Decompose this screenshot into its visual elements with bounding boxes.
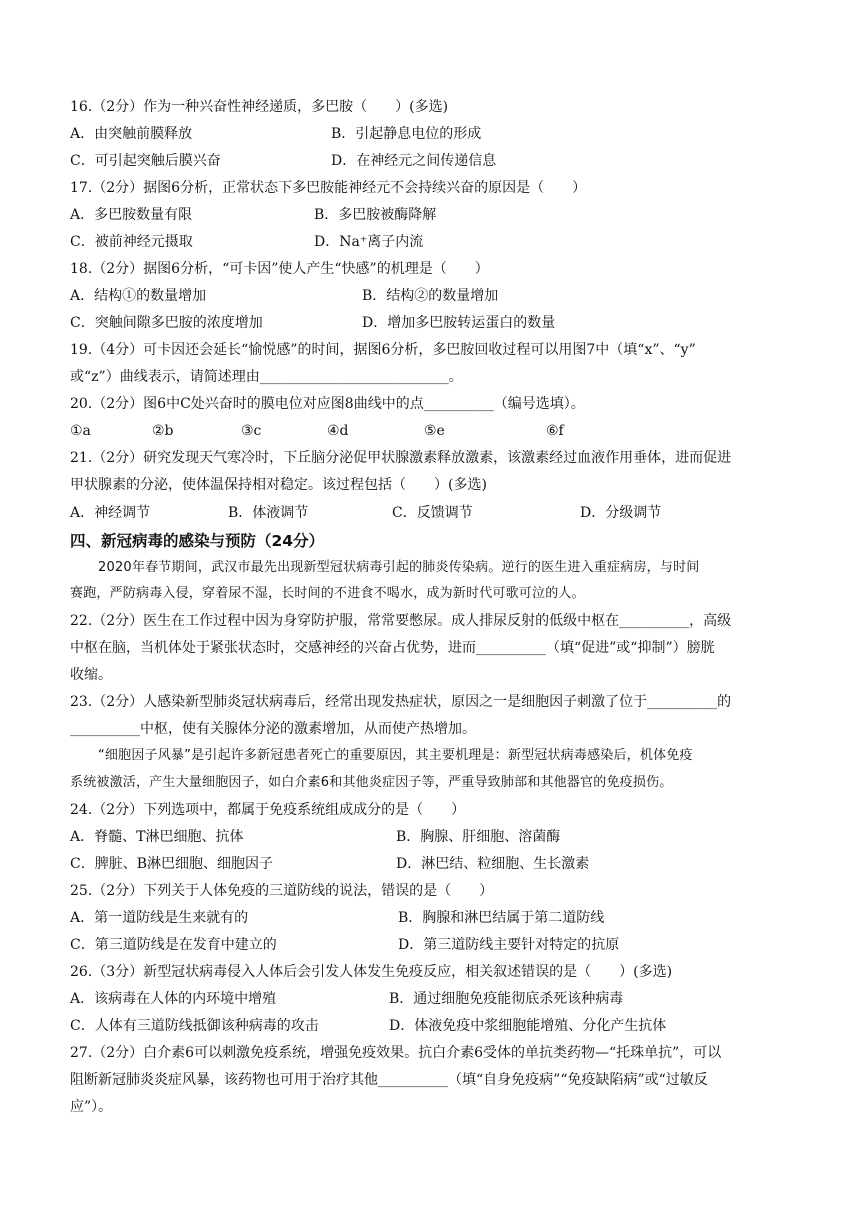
question-16-option-c: C．可引起突触后膜兴奋 <box>70 153 221 169</box>
question-25-option-a: A．第一道防线是生来就有的 <box>70 910 249 926</box>
question-23-line-2: __________中枢，使有关腺体分泌的激素增加，从而使产热增加。 <box>70 721 476 737</box>
question-21-option-b: B．体液调节 <box>228 505 309 521</box>
question-16-stem: 16.（2分）作为一种兴奋性神经递质，多巴胺（ ）(多选) <box>70 99 449 115</box>
question-18-option-b: B．结构②的数量增加 <box>362 288 499 304</box>
question-26-option-c: C．人体有三道防线抵御该种病毒的攻击 <box>70 1018 319 1034</box>
question-26-option-d: D．体液免疫中浆细胞能增殖、分化产生抗体 <box>389 1018 667 1034</box>
question-24-option-b: B．胸腺、肝细胞、溶菌酶 <box>396 829 561 845</box>
section-4-intro-line-1: 2020年春节期间，武汉市最先出现新型冠状病毒引起的肺炎传染病。逆行的医生进入重症病房，与时间 <box>98 560 700 575</box>
question-18-option-a: A．结构①的数量增加 <box>70 288 207 304</box>
question-21-option-a: A．神经调节 <box>70 505 151 521</box>
question-20-option-3: ③c <box>241 423 262 439</box>
passage-line-2: 系统被激活，产生大量细胞因子，如白介素6和其他炎症因子等，严重导致肺部和其他器官的免疫损伤。 <box>70 775 673 790</box>
question-22-line-1: 22.（2分）医生在工作过程中因为身穿防护服，常常要憋尿。成人排尿反射的低级中枢在__________，高级 <box>70 613 732 629</box>
question-25-option-d: D．第三道防线主要针对特定的抗原 <box>398 937 620 953</box>
question-22-line-3: 收缩。 <box>70 667 112 683</box>
question-24-option-a: A．脊髓、T淋巴细胞、抗体 <box>70 829 244 845</box>
question-24-option-d: D．淋巴结、粒细胞、生长激素 <box>396 856 590 872</box>
question-24-option-c: C．脾脏、B淋巴细胞、细胞因子 <box>70 856 273 872</box>
passage-line-1: “细胞因子风暴”是引起许多新冠患者死亡的重要原因，其主要机理是：新型冠状病毒感染后，机体免疫 <box>98 748 693 763</box>
question-20-option-1: ①a <box>70 423 91 439</box>
section-4-intro-line-2: 赛跑，严防病毒入侵，穿着尿不湿，长时间的不进食不喝水，成为新时代可歌可泣的人。 <box>70 586 585 601</box>
question-16-option-b: B．引起静息电位的形成 <box>331 126 482 142</box>
question-23-line-1: 23.（2分）人感染新型肺炎冠状病毒后，经常出现发热症状，原因之一是细胞因子刺激了位于__________的 <box>70 694 732 710</box>
question-21-option-d: D．分级调节 <box>580 505 662 521</box>
question-21-line-1: 21.（2分）研究发现天气寒冷时，下丘脑分泌促甲状腺激素释放激素，该激素经过血液作用垂体，进而促进 <box>70 450 732 466</box>
question-25-option-c: C．第三道防线是在发育中建立的 <box>70 937 277 953</box>
question-20-stem: 20.（2分）图6中C处兴奋时的膜电位对应图8曲线中的点__________（编号选填）。 <box>70 396 585 412</box>
question-25-stem: 25.（2分）下列关于人体免疫的三道防线的说法，错误的是（ ） <box>70 883 494 899</box>
question-20-option-4: ④d <box>327 423 349 439</box>
question-27-line-1: 27.（2分）白介素6可以刺激免疫系统，增强免疫效果。抗白介素6受体的单抗类药物—“托珠单抗”，可以 <box>70 1045 722 1061</box>
question-24-stem: 24.（2分）下列选项中，都属于免疫系统组成成分的是（ ） <box>70 802 466 818</box>
question-18-option-c: C．突触间隙多巴胺的浓度增加 <box>70 315 263 331</box>
question-22-line-2: 中枢在脑，当机体处于紧张状态时，交感神经的兴奋占优势，进而__________（填“促进”或“抑制”）膀胱 <box>70 640 715 656</box>
question-20-option-6: ⑥f <box>546 423 564 439</box>
question-19-line-2: 或“z”）曲线表示，请简述理由___________________________。 <box>70 369 463 385</box>
section-4-heading: 四、新冠病毒的感染与预防（24分） <box>70 532 325 550</box>
question-21-option-c: C．反馈调节 <box>392 505 473 521</box>
question-26-stem: 26.（3分）新型冠状病毒侵入人体后会引发人体发生免疫反应，相关叙述错误的是（ ）(多选) <box>70 964 673 980</box>
question-20-option-5: ⑤e <box>424 423 445 439</box>
question-19-line-1: 19.（4分）可卡因还会延长“愉悦感”的时间，据图6分析，多巴胺回收过程可以用图7中（填“x”、“y” <box>70 342 696 358</box>
question-16-option-d: D．在神经元之间传递信息 <box>331 153 497 169</box>
question-25-option-b: B．胸腺和淋巴结属于第二道防线 <box>398 910 605 926</box>
question-17-option-a: A．多巴胺数量有限 <box>70 207 193 223</box>
question-16-option-a: A．由突触前膜释放 <box>70 126 193 142</box>
question-18-stem: 18.（2分）据图6分析，“可卡因”使人产生“快感”的机理是（ ） <box>70 261 489 277</box>
question-27-line-3: 应”）。 <box>70 1099 113 1115</box>
question-20-option-2: ②b <box>152 423 174 439</box>
question-26-option-a: A．该病毒在人体的内环境中增殖 <box>70 991 277 1007</box>
question-18-option-d: D．增加多巴胺转运蛋白的数量 <box>362 315 556 331</box>
question-17-option-c: C．被前神经元摄取 <box>70 234 193 250</box>
question-26-option-b: B．通过细胞免疫能彻底杀死该种病毒 <box>389 991 624 1007</box>
question-27-line-2: 阻断新冠肺炎炎症风暴，该药物也可用于治疗其他__________（填“自身免疫病”“免疫缺陷病”或“过敏反 <box>70 1072 708 1088</box>
question-21-line-2: 甲状腺素的分泌，使体温保持相对稳定。该过程包括（ ）(多选) <box>70 477 487 493</box>
question-17-option-b: B．多巴胺被酶降解 <box>314 207 437 223</box>
question-17-option-d: D．Na⁺离子内流 <box>314 234 424 250</box>
question-17-stem: 17.（2分）据图6分析，正常状态下多巴胺能神经元不会持续兴奋的原因是（ ） <box>70 180 587 196</box>
